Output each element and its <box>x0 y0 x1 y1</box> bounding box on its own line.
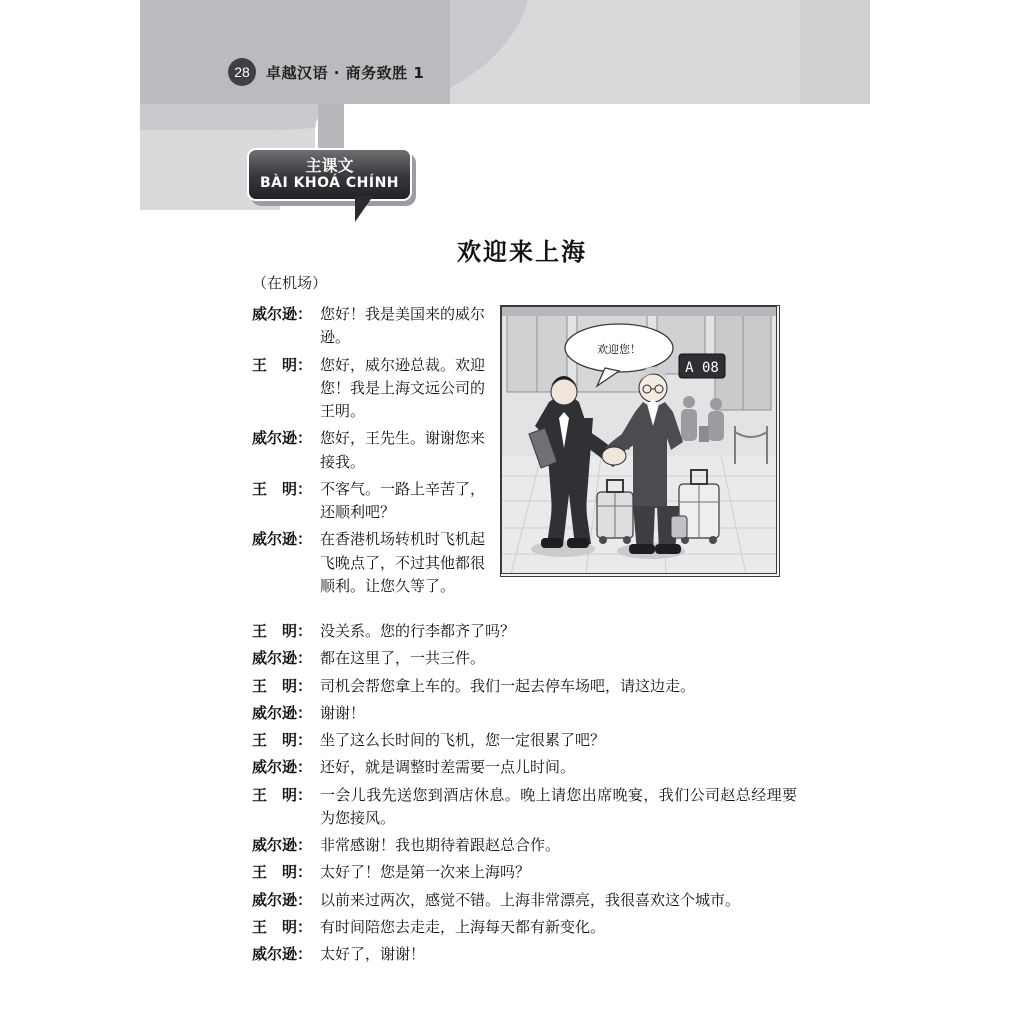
band-dark-shape <box>140 0 450 104</box>
speaker-name: 威尔逊： <box>252 429 313 448</box>
svg-text:A 08: A 08 <box>685 360 719 376</box>
dialogue-line <box>252 478 782 525</box>
dialogue-line <box>252 647 797 670</box>
speaker-name: 王 明： <box>252 622 313 640</box>
section-tag-label-vi: BÀI KHOÁ CHÍNH <box>259 174 400 191</box>
speaker-name: 威尔逊： <box>252 758 313 777</box>
dialogue-line <box>252 834 797 857</box>
svg-text:欢迎您！: 欢迎您！ <box>597 343 641 356</box>
speaker-name: 王 明： <box>252 917 313 936</box>
speaker-utterance: 有时间陪您去走走，上海每天都有新变化。 <box>320 917 606 936</box>
speaker-utterance: 太好了！您是第一次来上海吗？ <box>320 863 531 882</box>
speaker-utterance: 都在这里了，一共三件。 <box>320 649 486 668</box>
dialogue-line <box>252 729 797 752</box>
section-tag-body <box>247 148 412 201</box>
book-title: 卓越汉语 · 商务致胜 1 <box>266 63 425 82</box>
speaker-name: 威尔逊： <box>252 890 313 909</box>
dialogue-line <box>252 784 797 831</box>
speaker-name: 王 明： <box>252 676 313 695</box>
dialogue-column-wide <box>252 620 797 970</box>
scene-note: （在机场） <box>252 274 328 292</box>
speaker-utterance: 太好了，谢谢！ <box>320 945 426 963</box>
speaker-name: 威尔逊： <box>252 649 313 668</box>
speaker-name: 王 明： <box>252 863 313 882</box>
speaker-name: 王 明： <box>252 479 313 498</box>
speaker-utterance: 司机会帮您拿上车的。我们一起去停车场吧，请这边走。 <box>320 676 696 695</box>
page-header <box>228 58 424 86</box>
dialogue-line <box>252 528 782 598</box>
dialogue-line <box>252 303 782 350</box>
speaker-utterance: 以前来过两次，感觉不错。上海非常漂亮，我很喜欢这个城市。 <box>320 890 741 909</box>
lesson-title <box>0 232 1024 267</box>
speaker-utterance: 非常感谢！我也期待着跟赵总合作。 <box>320 836 561 854</box>
dialogue-line <box>252 916 797 939</box>
page-number: 28 <box>228 58 256 86</box>
speaker-utterance: 您好！我是美国来的威尔逊。 <box>320 305 486 347</box>
section-tag <box>247 148 412 203</box>
speaker-name: 威尔逊： <box>252 703 313 722</box>
speaker-utterance: 您好，王先生。谢谢您来接我。 <box>320 429 486 471</box>
speaker-name: 王 明： <box>252 355 313 374</box>
dialogue-line <box>252 354 782 424</box>
speaker-utterance: 不客气。一路上辛苦了，还顺利吧？ <box>320 479 486 521</box>
dialogue-line <box>252 889 797 912</box>
dialogue-line <box>252 702 797 725</box>
speaker-utterance: 在香港机场转机时飞机起飞晚点了，不过其他都很顺利。让您久等了。 <box>320 530 486 595</box>
speaker-utterance: 没关系。您的行李都齐了吗？ <box>320 622 516 640</box>
dialogue-line <box>252 943 797 966</box>
section-tag-tail <box>355 196 373 222</box>
speaker-utterance: 还好，就是调整时差需要一点儿时间。 <box>320 758 576 777</box>
speaker-name: 威尔逊： <box>252 836 313 854</box>
dialogue-line <box>252 427 782 474</box>
dialogue-line <box>252 620 797 643</box>
speaker-utterance: 谢谢！ <box>320 703 366 722</box>
speaker-name: 威尔逊： <box>252 530 313 549</box>
speaker-name: 王 明： <box>252 785 313 804</box>
lesson-title-text: 欢迎来上海 <box>457 238 587 266</box>
section-tag-label-cn: 主课文 <box>305 156 354 176</box>
speaker-name: 威尔逊： <box>252 945 313 963</box>
speaker-utterance: 您好，威尔逊总裁。欢迎您！我是上海文远公司的王明。 <box>320 355 486 420</box>
dialogue-column-narrow <box>252 303 782 602</box>
speaker-utterance: 坐了这么长时间的飞机，您一定很累了吧？ <box>320 731 606 749</box>
dialogue-line <box>252 756 797 779</box>
speaker-name: 王 明： <box>252 731 313 749</box>
speaker-utterance: 一会儿我先送您到酒店休息。晚上请您出席晚宴，我们公司赵总经理要为您接风。 <box>320 785 797 827</box>
dialogue-line <box>252 861 797 884</box>
speaker-name: 威尔逊： <box>252 305 313 323</box>
dialogue-line <box>252 675 797 698</box>
